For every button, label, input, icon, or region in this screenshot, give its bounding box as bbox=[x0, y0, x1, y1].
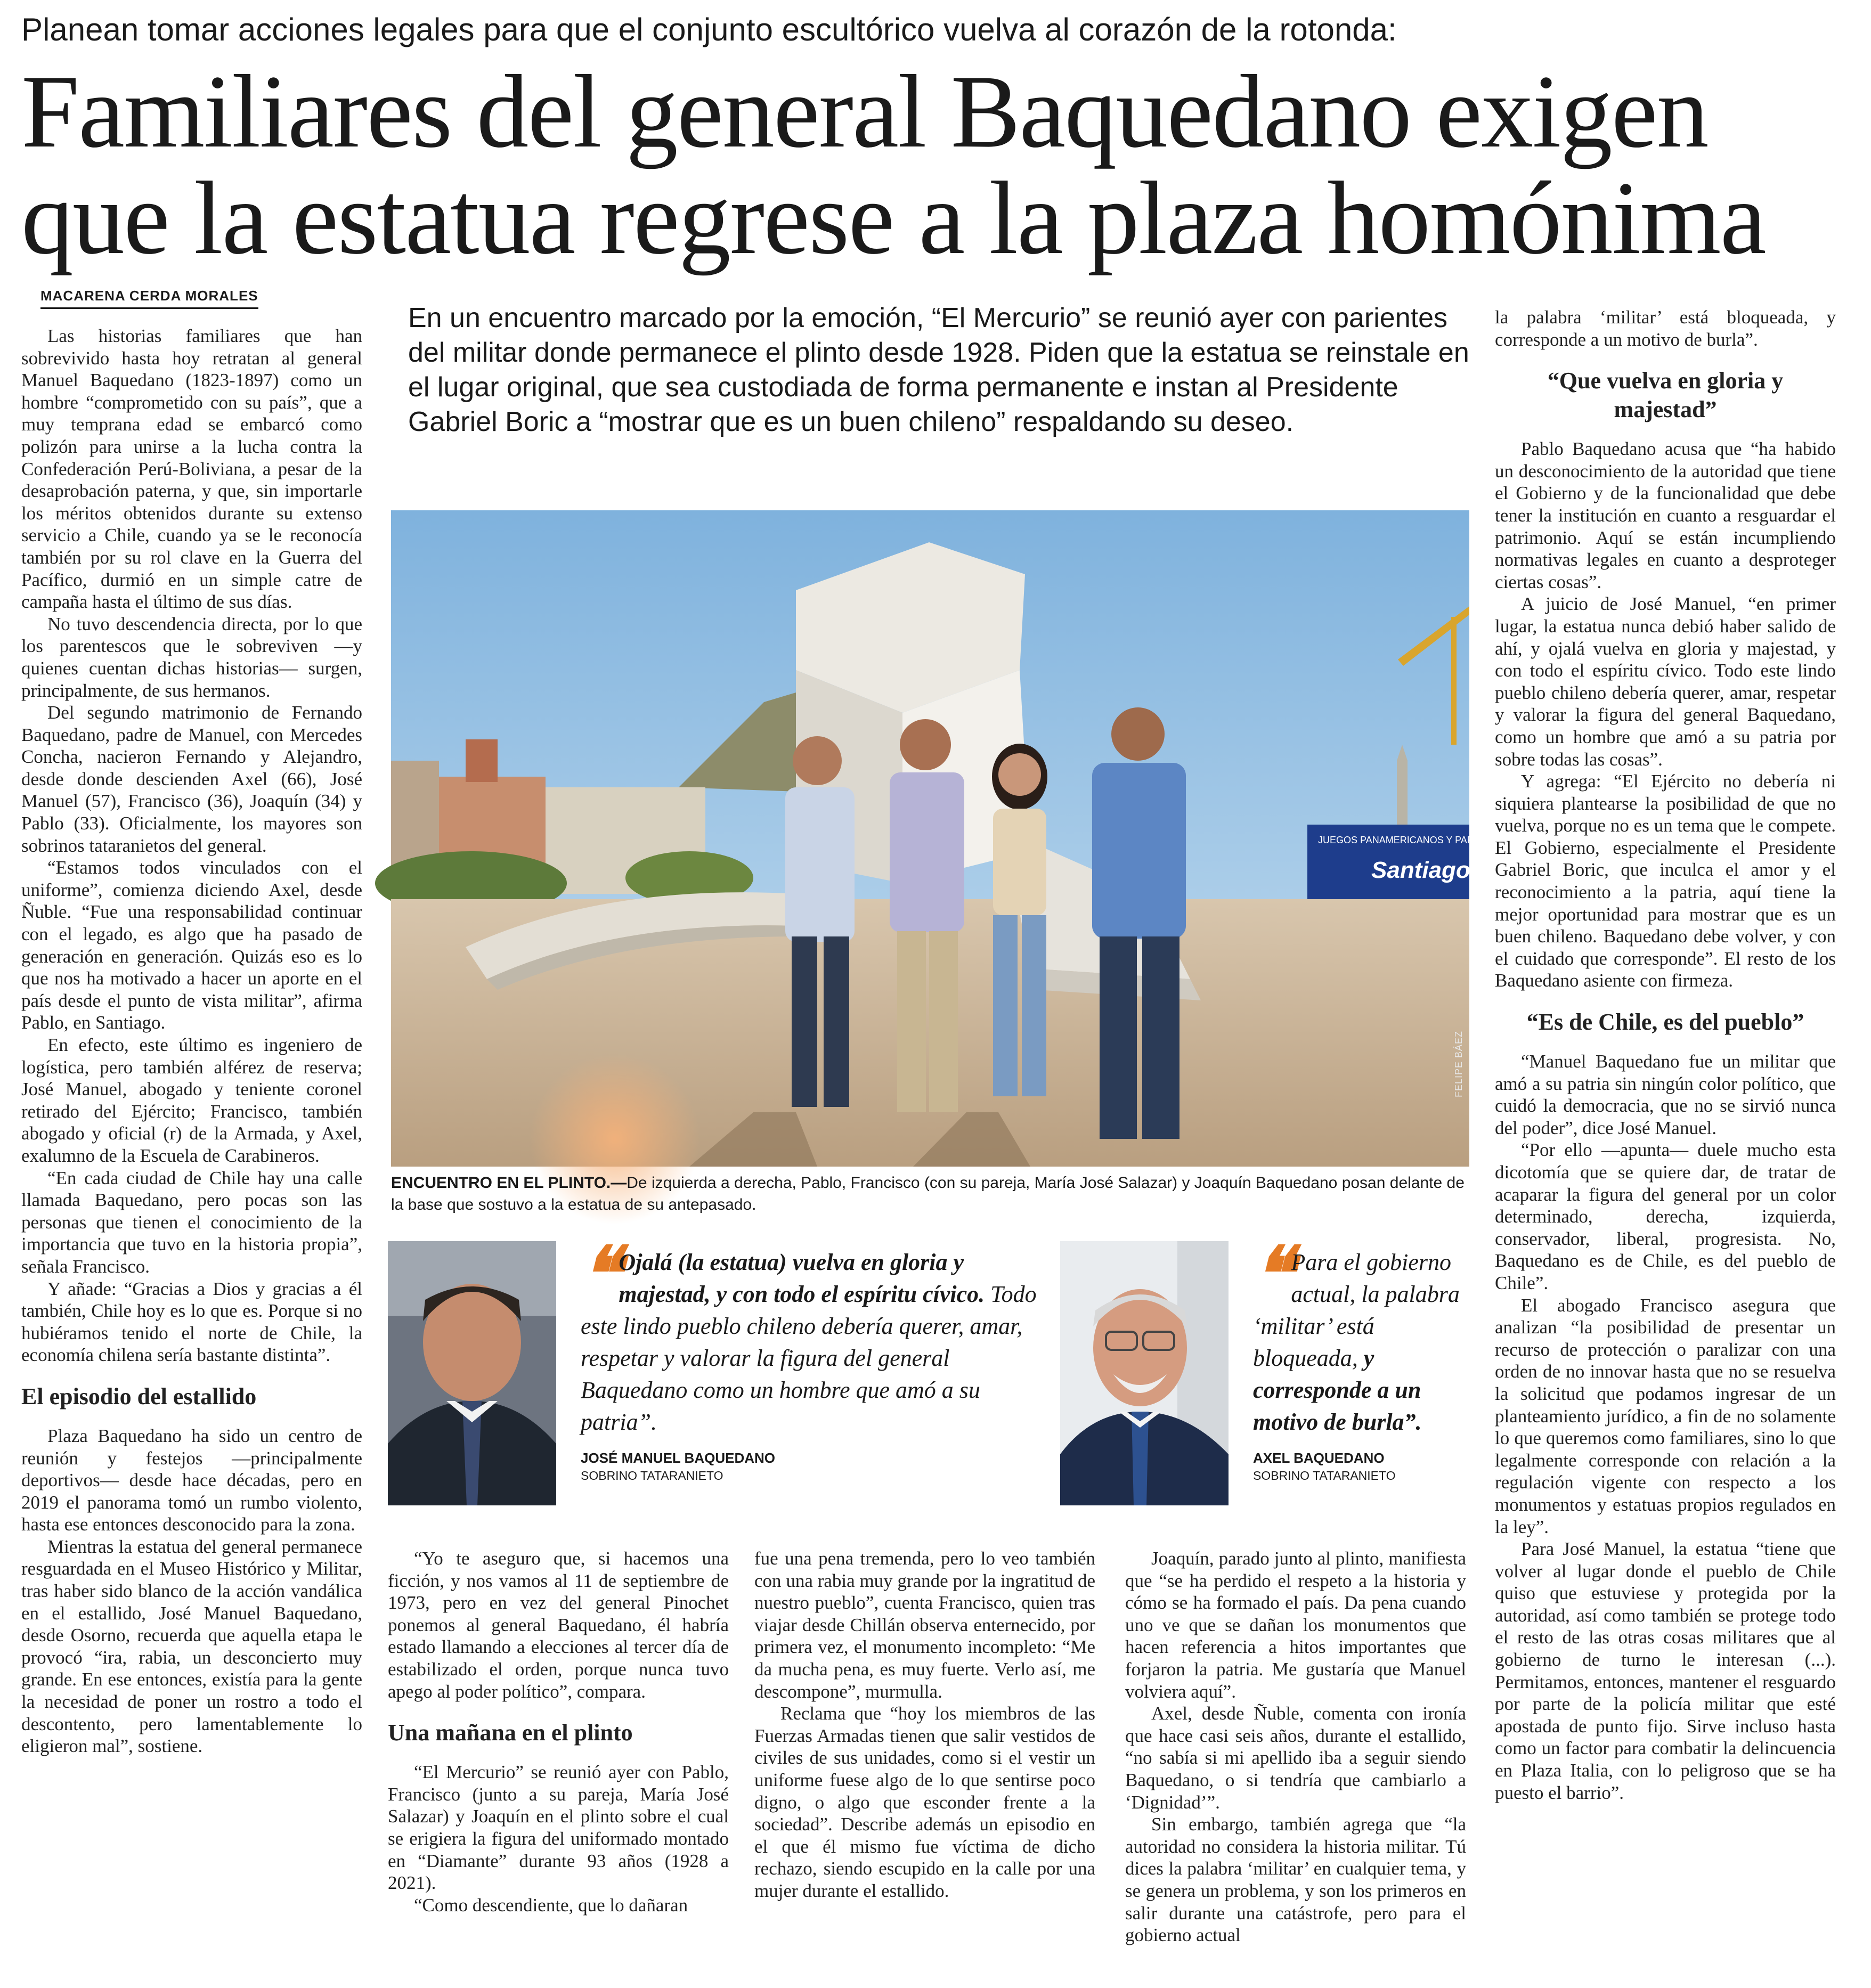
portrait-jose-manuel-image bbox=[388, 1241, 556, 1505]
paragraph: la palabra ‘militar’ está bloqueada, y corresponde a un motivo de burla”. bbox=[1495, 307, 1836, 350]
column-4 bbox=[1125, 1547, 1466, 1979]
quote-2 bbox=[1253, 1231, 1466, 1483]
main-photo bbox=[391, 510, 1503, 1167]
headline-line-2: que la estatua regrese a la plaza homónima bbox=[21, 160, 1766, 276]
caption-text: De izquierda a derecha, Pablo, Francisco (con su pareja, María José Salazar) y Joaquín Baquedano posan delante de la base que sostuvo a la estatua de su antepasado. bbox=[391, 1174, 1465, 1213]
paragraph: Sin embargo, también agrega que “la autoridad no considera la historia militar. Tú dices la palabra ‘militar’ en cualquier tema, y se genera un problema, y son los primeros en salir durante una catástrofe, pero para el gobierno actual bbox=[1125, 1814, 1466, 1946]
paragraph: Mientras la estatua del general permanece resguardada en el Museo Histórico y Militar, tras haber sido blanco de la acción vandálica en el estallido, José Manuel Baquedano, desde Osorno, recuerda que aquella etapa le provocó “ira, rabia, un desconcierto muy grande. En ese entonces, existía para la gente la necesidad de poner un rostro a todo el descontento, pero lamentablemente lo eligieron mal”, sostiene. bbox=[21, 1536, 362, 1757]
portrait-axel bbox=[1060, 1241, 1229, 1505]
quote-2-name: AXEL BAQUEDANO bbox=[1253, 1450, 1385, 1466]
plinth-group-photo bbox=[391, 510, 1503, 1167]
portrait-axel-image bbox=[1060, 1241, 1229, 1505]
quote-1-rest: Todo este lindo pueblo chileno debería querer, amar, respetar y valorar la figura del general Baquedano como un hombre que amó a su patria”. bbox=[581, 1281, 1037, 1435]
paragraph: Axel, desde Ñuble, comenta con ironía que hace casi seis años, durante el estallido, “no sabía si mi apellido iba a seguir siendo Baquedano, o si tendría que cambiarlo a ‘Dignidad’”. bbox=[1125, 1703, 1466, 1813]
paragraph: Plaza Baquedano ha sido un centro de reunión y festejos —principalmente deportivos— desde hace décadas, pero en 2019 el panorama tomó un rumbo violento, hasta ese entonces desconocido para la zona. bbox=[21, 1425, 362, 1535]
quote-mark-icon: ❝ bbox=[1253, 1231, 1284, 1318]
paragraph: fue una pena tremenda, pero lo veo también con una rabia muy grande por la ingratitud de nuestro pueblo”, cuenta Francisco, quien tras viajar desde Chillán observa enternecido, por primera vez, el monumento incompleto: “Me da mucha pena, es muy fuerte. Verlo así, me descompone”, murmulla. bbox=[754, 1548, 1095, 1702]
paragraph: “En cada ciudad de Chile hay una calle llamada Baquedano, pero pocas son las personas que tienen el conocimiento de la importancia que tuvo en la historia propia”, señala Francisco. bbox=[21, 1167, 362, 1277]
paragraph: Para José Manuel, la estatua “tiene que volver al lugar donde el pueblo de Chile quiso que estuviese y protegida por la autoridad, así como también se protege todo el resto de las otras cosas militares que al gobierno de turno le interesan (...). Permitamos, entonces, mantener el resguardo por parte de la policía militar que esté apostada de punto fijo. Sirve incluso hasta como un factor para combatir la delincuencia en Plaza Italia, con lo peligroso que se ha puesto el barrio”. bbox=[1495, 1538, 1836, 1803]
kicker: Planean tomar acciones legales para que el conjunto escultórico vuelva al corazón de la rotonda: bbox=[21, 12, 1397, 47]
paragraph: Y agrega: “El Ejército no debería ni siquiera plantearse la posibilidad de que no vuelva, porque no es un tema que le compete. El Gobierno, especialmente el Presidente Gabriel Boric, que inculca el amor y el reconocimiento a la patria, aquí tiene la mejor oportunidad para mostrar que es un buen chileno. Baquedano debe volver, y con el cuidado que corresponde”. El resto de los Baquedano asiente con firmeza. bbox=[1495, 771, 1836, 991]
paragraph: Y añade: “Gracias a Dios y gracias a él también, Chile hoy es lo que es. Porque si no hubiéramos tenido el norte de Chile, la economía chilena sería bastante distinta”. bbox=[21, 1278, 362, 1366]
column-3 bbox=[754, 1547, 1095, 1979]
paragraph: Pablo Baquedano acusa que “ha habido un desconocimiento de la autoridad que tiene el Gobierno y de la funcionalidad que debe tener la institución en cuanto a resguardar el patrimonio. Aquí se están incumpliendo normativas legales en cuanto a desproteger ciertas cosas”. bbox=[1495, 438, 1836, 592]
photo-credit: FELIPE BÁEZ bbox=[1453, 1030, 1464, 1097]
byline: MACARENA CERDA MORALES bbox=[40, 288, 258, 309]
paragraph: Joaquín, parado junto al plinto, manifiesta que “se ha perdido el respeto a la historia y cómo se ha formado el país. Da pena cuando uno ve que se dañan los monumentos que hacen referencia a hitos importantes que forjaron la patria. Me gustaría que Manuel volviera aquí”. bbox=[1125, 1548, 1466, 1702]
paragraph: “Por ello —apunta— duele mucho esta dicotomía que se quiere dar, de tratar de acaparar la figura del general por un color determinado, derecha, izquierda, conservador, liberal, progresista. No, Baquedano es de Chile, es del pueblo de Chile”. bbox=[1495, 1139, 1836, 1293]
paragraph: A juicio de José Manuel, “en primer lugar, la estatua nunca debió haber salido de ahí, y ojalá vuelva en gloria y majestad, y con todo el espíritu cívico. Todo este lindo pueblo chileno debería querer, amar, respetar y valorar la figura del general Baquedano, como un hombre que amó a su patria por sobre todas las cosas”. bbox=[1495, 593, 1836, 770]
quote-2-text bbox=[1253, 1231, 1466, 1438]
paragraph: No tuvo descendencia directa, por lo que los parentescos que le sobreviven —y quienes cuentan dichas historias— surgen, principalmente, de sus hermanos. bbox=[21, 613, 362, 701]
svg-text:Santiago 20: Santiago 20 bbox=[1371, 857, 1503, 883]
column-2 bbox=[388, 1547, 729, 1979]
quote-2-rest: Para el gobierno actual, la palabra ‘militar’ está bloqueada, bbox=[1253, 1249, 1460, 1371]
paragraph: “Como descendiente, que lo dañaran bbox=[414, 1894, 688, 1916]
quote-1-text bbox=[581, 1231, 1039, 1438]
paragraph: Las historias familiares que han sobrevivido hasta hoy retratan al general Manuel Baquedano (1823-1897) como un hombre “comprometido con su país”, que a muy temprana edad se embarcó como polizón para unirse a la lucha contra la Confederación Perú-Boliviana, a pesar de la desaprobación paterna, y que, sin importarle los méritos obtenidos durante su extenso servicio a Chile, cuando ya se le reconocía también por su rol clave en la Guerra del Pacífico, durmió en un simple catre de campaña hasta el último de sus días. bbox=[21, 325, 362, 613]
headline-line-1: Familiares del general Baquedano exigen bbox=[21, 54, 1708, 169]
quote-1 bbox=[581, 1231, 1039, 1483]
paragraph: Del segundo matrimonio de Fernando Baquedano, padre de Manuel, con Mercedes Concha, nacieron Fernando y Alejandro, desde donde descienden Axel (66), José Manuel (57), Francisco (36), Joaquín (34) y Pablo (33). Oficialmente, los mayores son sobrinos tataranietos del general. bbox=[21, 702, 362, 856]
paragraph: El abogado Francisco asegura que analizan “la posibilidad de presentar un recurso de protección o paralizar con una orden de no innovar hasta que no se resuelva la solicitud que podamos ingresar de un planteamiento jurídico, a fin de no solamente lo que queremos como familiares, sino lo que legalmente corresponde con relación a la regulación vigente con respecto a los monumentos y estatuas propios regulados en la ley”. bbox=[1495, 1294, 1836, 1537]
caption-lead: ENCUENTRO EN EL PLINTO.— bbox=[391, 1174, 627, 1192]
column-5 bbox=[1495, 306, 1836, 1979]
subheading-pueblo: “Es de Chile, es del pueblo” bbox=[1526, 1009, 1804, 1036]
headline bbox=[21, 54, 1854, 276]
quote-mark-icon: ❝ bbox=[581, 1231, 612, 1318]
quote-2-bold: y corresponde a un motivo de burla”. bbox=[1253, 1345, 1422, 1435]
subheading-estallido: El episodio del estallido bbox=[21, 1383, 257, 1409]
paragraph: “Estamos todos vinculados con el uniforme”, comienza diciendo Axel, desde Ñuble. “Fue una responsabilidad continuar con el legado, es algo que ha pasado de generación en generación. Quizás eso es lo que nos ha motivado a hacer un aporte en el país desde el punto de vista militar”, afirma Pablo, en Santiago. bbox=[21, 857, 362, 1033]
quote-1-role: SOBRINO TATARANIETO bbox=[581, 1469, 723, 1482]
paragraph: “El Mercurio” se reunió ayer con Pablo, Francisco (junto a su pareja, María José Salazar) y Joaquín en el plinto sobre el cual se erigiera la figura del uniformado montado en “Diamante” durante 93 años (1928 a 2021). bbox=[388, 1762, 729, 1894]
subheading-manana: Una mañana en el plinto bbox=[388, 1720, 633, 1746]
quote-2-role: SOBRINO TATARANIETO bbox=[1253, 1469, 1396, 1482]
lede: En un encuentro marcado por la emoción, “El Mercurio” se reunió ayer con parientes del militar donde permanece el plinto desde 1928. Piden que la estatua se reinstale en el lugar original, que sea custodiada de forma permanente e instan al Presidente Gabriel Boric a “mostrar que es un buen chileno” respaldando su deseo. bbox=[408, 303, 1469, 437]
paragraph: En efecto, este último es ingeniero de logística, pero también alférez de reserva; José Manuel, abogado y teniente coronel retirado del Ejército; Francisco, también abogado y oficial (r) de la Armada, y Axel, exalumno de la Escuela de Carabineros. bbox=[21, 1034, 362, 1166]
paragraph: “Yo te aseguro que, si hacemos una ficción, y nos vamos al 11 de septiembre de 1973, pero en vez del general Pinochet ponemos al general Baquedano, él habría estado llamando a elecciones al tercer día de estabilizado el orden, porque nunca tuvo apego al poder político”, compara. bbox=[388, 1548, 729, 1702]
column-1 bbox=[21, 325, 362, 1982]
quote-1-bold: Ojalá (la estatua) vuelva en gloria y majestad, y con todo el espíritu cívico. bbox=[619, 1249, 985, 1307]
quote-1-name: JOSÉ MANUEL BAQUEDANO bbox=[581, 1450, 776, 1466]
portrait-jose-manuel bbox=[388, 1241, 556, 1505]
subheading-gloria: “Que vuelva en gloria y majestad” bbox=[1547, 368, 1784, 423]
photo-caption bbox=[391, 1172, 1469, 1216]
paragraph: “Manuel Baquedano fue un militar que amó a su patria sin ningún color político, que cuidó la democracia, que no se sirvió nunca del poder”, dice José Manuel. bbox=[1495, 1051, 1836, 1138]
paragraph: Reclama que “hoy los miembros de las Fuerzas Armadas tienen que salir vestidos de civiles de sus unidades, como si el vestir un uniforme fuese algo de lo que sentirse poco digno, o algo que esconder frente a la sociedad”. Describe además un episodio en el que él mismo fue víctima de dicho rechazo, siendo escupido en la calle por una mujer durante el estallido. bbox=[754, 1703, 1095, 1901]
banner-text: JUEGOS PANAMERICANOS Y PARAPAN bbox=[1318, 835, 1500, 845]
